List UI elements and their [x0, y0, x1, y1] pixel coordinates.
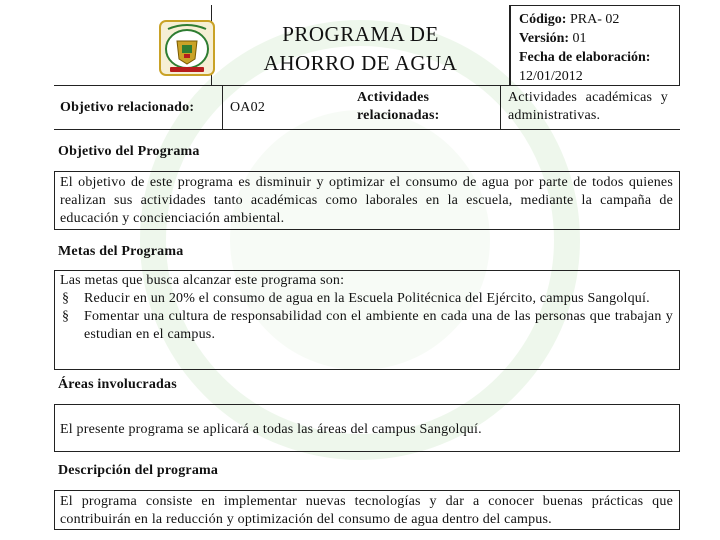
version-line [519, 29, 679, 48]
objective-related-value: OA02 [230, 100, 266, 115]
objective-section-text: El objetivo de este programa es disminuir y optimizar el consumo de agua por parte de todos quienes realizan sus actividades tanto académicas como laborales en la escuela, mediante la campaña de educación y concienciación ambiental. [54, 171, 680, 230]
logo-cell [54, 5, 212, 85]
areas-section-text: El presente programa se aplicará a todas las áreas del campus Sangolquí. [54, 404, 680, 452]
meta-cell [510, 5, 680, 85]
title-cell [212, 5, 510, 85]
code-value: PRA- 02 [569, 12, 620, 27]
description-section-title: Descripción del programa [58, 463, 219, 478]
goal-item: § Fomentar una cultura de responsabilidad con el ambiente en cada una de las personas que trabajan y estudian en el campus. [60, 308, 673, 344]
description-section-text: El programa consiste en implementar nuevas tecnologías y dar a conocer buenas prácticas que contribuirán en la reducción y optimización del consumo de agua dentro del campus. [54, 490, 680, 530]
version-value: 01 [572, 31, 587, 46]
objective-section-title: Objetivo del Programa [58, 144, 200, 159]
divider [222, 85, 223, 130]
version-label: Versión: [519, 31, 570, 46]
program-title-line1: PROGRAMA DE [282, 22, 439, 46]
date-label: Fecha de elaboración: [519, 50, 651, 65]
activities-related-value: Actividades académicas y administrativas. [508, 90, 668, 123]
areas-section-title: Áreas involucradas [58, 377, 177, 392]
goals-section-title: Metas del Programa [58, 244, 184, 259]
goals-list [60, 290, 673, 344]
goal-item: § Reducir en un 20% el consumo de agua en la Escuela Politécnica del Ejército, campus Sangolquí. [60, 290, 673, 308]
objective-related-label: Objetivo relacionado: [60, 100, 195, 115]
goals-intro: Las metas que busca alcanzar este programa son: [60, 273, 345, 288]
program-title-line2: AHORRO DE AGUA [263, 51, 458, 75]
university-logo [158, 19, 216, 77]
divider [500, 85, 501, 130]
activities-related-label: Actividades relacionadas: [357, 90, 440, 123]
date-value: 12/01/2012 [519, 69, 583, 84]
code-line [519, 10, 679, 29]
goals-section-box [54, 270, 680, 370]
code-label: Código: [519, 12, 567, 27]
